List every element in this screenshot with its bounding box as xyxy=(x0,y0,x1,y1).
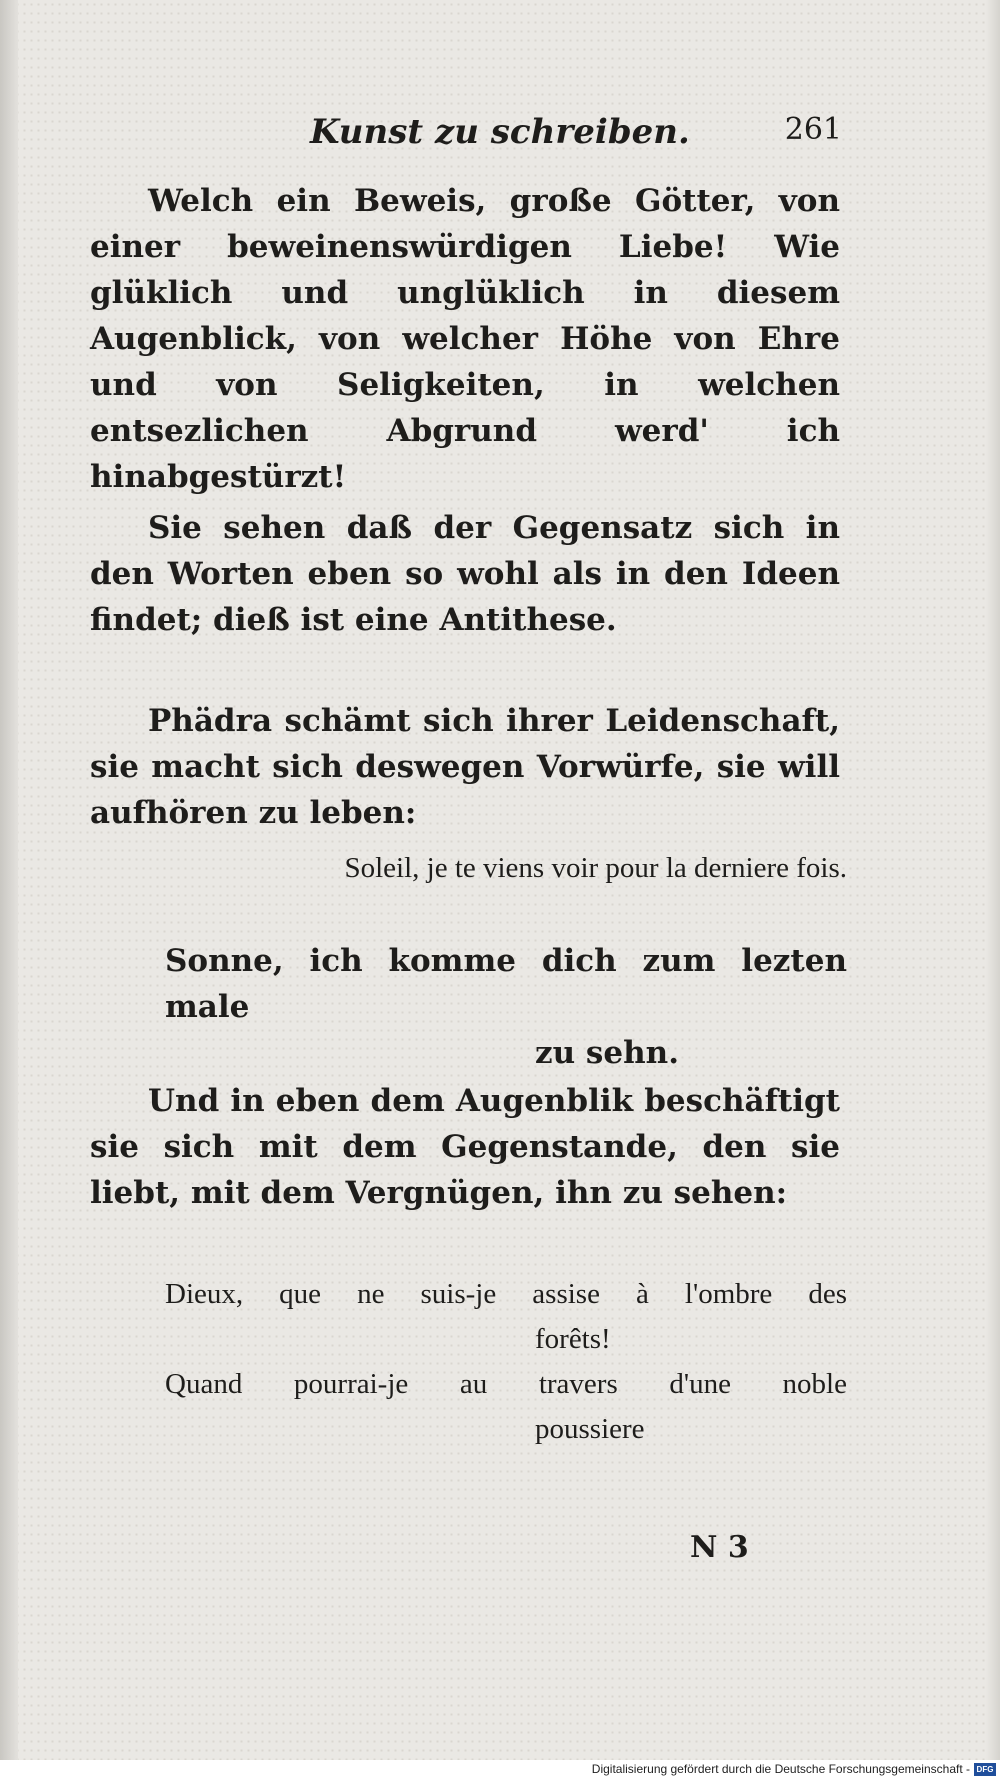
french-verse-line-1: Dieux, que ne suis-je assise à l'ombre des xyxy=(165,1278,847,1310)
running-title: Kunst zu schreiben. xyxy=(310,112,690,152)
dfg-logo: DFG xyxy=(974,1763,996,1776)
german-verse-quote xyxy=(165,938,847,1076)
french-verse-line-3: Quand pourrai-je au travers d'une noble xyxy=(165,1368,847,1400)
digitization-credit: Digitalisierung gefördert durch die Deutsche Forschungsgemeinschaft - xyxy=(591,1762,970,1776)
paragraph-3: Phädra schämt sich ihrer Leidenschaft, sie macht sich deswegen Vorwürfe, sie will aufhören zu leben: xyxy=(90,703,840,831)
french-verse-line-2: forêts! xyxy=(535,1323,611,1355)
french-verse-line-4: poussiere xyxy=(535,1413,645,1445)
german-verse-line-1: Sonne, ich komme dich zum lezten male xyxy=(165,943,847,1025)
page-right-edge xyxy=(986,0,1000,1760)
paragraph-1: Welch ein Beweis, große Götter, von einer beweinenswürdigen Liebe! Wie glüklich und unglüklich in diesem Augenblick, von welcher Höhe von Ehre und von Seligkeiten, in welchen entsezlichen Abgrund werd' ich hinabgestürzt! xyxy=(90,183,840,495)
signature-mark: N 3 xyxy=(690,1530,749,1565)
footer-bar xyxy=(0,1760,1000,1780)
german-verse-line-2: zu sehn. xyxy=(535,1035,679,1071)
page-left-edge xyxy=(0,0,18,1760)
page-number: 261 xyxy=(784,112,842,147)
paragraph-2: Sie sehen daß der Gegensatz sich in den Worten eben so wohl als in den Ideen findet; dieß ist eine Antithese. xyxy=(90,510,840,638)
french-verse-quote xyxy=(165,1272,847,1452)
paragraph-4: Und in eben dem Augenblik beschäftigt sie sich mit dem Gegenstande, den sie liebt, mit dem Vergnügen, ihn zu sehen: xyxy=(90,1083,840,1211)
page-header xyxy=(90,112,842,162)
french-quote-1: Soleil, je te viens voir pour la derniere fois. xyxy=(344,852,847,884)
